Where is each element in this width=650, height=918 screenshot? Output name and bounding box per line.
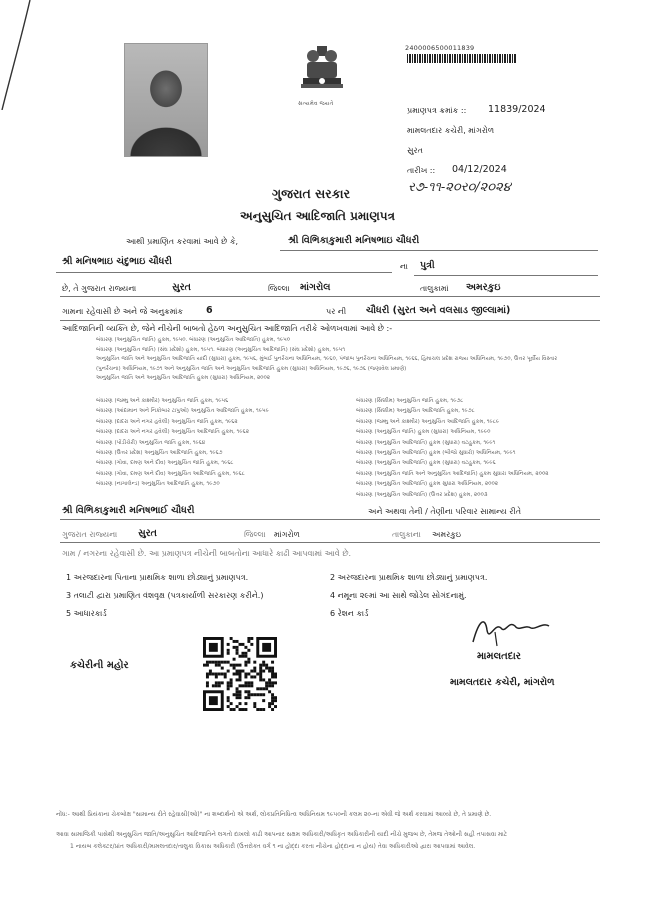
- state-emblem-icon: [293, 42, 351, 104]
- orders-paragraph: [96, 336, 596, 384]
- list-item: બંધારણ (અનુસુચિત આદિજાતિ) હુકમ (સુધારા) વટહુકમ, ૧૯૯૧: [356, 439, 496, 446]
- list-item: બંધારણ (અનુસુચિત જાતિ) હુકમ (સુધારા) અધિનિયમ, ૧૯૯૦: [356, 429, 491, 436]
- taluka-label: તાલુકામાં: [420, 284, 449, 293]
- order-line: અનુસુચિત જાતિ અને અનુસુચિત આદિજાતિ હુકમ (સુધારા) અધિનિયમ, ૨૦૦૨: [96, 375, 271, 382]
- family-taluka-label: તાલુકાના: [392, 530, 421, 539]
- emblem-caption: સત્યમેવ જયતે: [298, 101, 334, 107]
- applicant-name: શ્રી વિભિકાકુમારી મનિષભાઇ ચૌધરી: [288, 235, 420, 246]
- family-name: શ્રી વિભિકાકુમારી મનિષભાઈ ચૌધરી: [62, 505, 195, 516]
- schedule-number: 6: [206, 305, 213, 316]
- handwritten-date: ર૭-૧૧-૨૦ર૦/૨૦૨૪: [408, 180, 511, 195]
- certify-text: આથી પ્રમાણિત કરવામાં આવે છે કે,: [126, 237, 239, 246]
- family-state-label: ગુજરાત રાજ્યના: [62, 530, 118, 539]
- caste: ચૌધરી (સુરત અને વલસાડ જીલ્લામાં): [366, 305, 511, 316]
- list-item: બંધારણ (ગોવા, દમણ અને દીવ) અનુસુચિત આદિજાતિ હુકમ, ૧૯૬૮: [96, 470, 245, 477]
- certificate-serial: 2400006500011839: [405, 44, 475, 52]
- taluka: અમરકુઇ: [466, 282, 501, 293]
- list-item: બંધારણ (ઉત્તર પ્રદેશ) અનુસુચિત આદિજાતિ હુકમ, ૧૯૬૭: [96, 450, 223, 457]
- district-value: સુરત: [172, 282, 191, 293]
- document-item: 6 રેશન કાર્ડ: [330, 609, 369, 618]
- header-district: સુરત: [407, 146, 423, 155]
- list-item: બંધારણ (ગોવા, દમણ અને દીવ) અનુસુચિત જાતિ હુકમ, ૧૯૬૮: [96, 460, 234, 467]
- pencil-mark: [0, 0, 40, 110]
- father-name: શ્રી મનિષભાઇ ચંદુભાઇ ચૌધરી: [62, 256, 172, 267]
- family-closing: ગામ / નગરના રહેવાસી છે. આ પ્રમાણપત્ર નીચેની બાબતોના આધારે કાઢી આપવામાં આવે છે.: [62, 549, 352, 558]
- certificate-title: અનુસુચિત આદિજાતિ પ્રમાણપત્ર: [240, 209, 395, 223]
- orders-left-list: [96, 396, 336, 490]
- document-item: 2 અરજદારના પ્રાથમિક શાળા છોડ્યાનું પ્રમાણપત્ર.: [330, 573, 488, 582]
- document-item: 5 આધારકાર્ડ: [66, 609, 107, 618]
- residence-label: ગામના રહેવાસી છે અને જે અનુક્રમાંક: [62, 307, 184, 316]
- document-item: 1 અરજદારના પિતાના પ્રાથમિક શાળા છોડ્યાનું પ્રમાણપત્ર.: [66, 573, 249, 582]
- certificate-number-label: પ્રમાણપત્ર ક્રમાંક ::: [407, 106, 467, 115]
- header-office: મામલતદાર કચેરી, માંગરોળ: [407, 126, 495, 135]
- state-prefix: છે, તે ગુજરાત રાજ્યના: [62, 284, 137, 293]
- footer-note-1: નોંધ:- આથી પ્રિયંકાના ચેકબોક્ષ "સામાન્ય રીતે રહેવાસી(ઓ)" ના શબ્દાર્થનો એ અર્થ, લોકપ્રતિનિધિત્વ અધિનિયમ ૧૯૫૦ની કલમ ૨૦-ના એવી જે અર્થ કરવામાં આવ્યો છે, તે પ્રમાણે છે.: [56, 811, 492, 818]
- orders-right-list: [356, 396, 600, 500]
- list-item: બંધારણ (સિક્કીમ) અનુસુચિત આદિજાતિ હુકમ, ૧૯૭૮: [356, 408, 475, 415]
- document-item: 3 તલાટી દ્વારા પ્રમાણિત વંશવૃક્ષ (પત્રકાર્યાળી સરકારણ કરીને.): [66, 591, 264, 600]
- list-item: બંધારણ (જમ્મુ અને કાશ્મીર) અનુસુચિત જાતિ હુકમ, ૧૯૫૬: [96, 398, 229, 404]
- relation: પુત્રી: [420, 260, 435, 271]
- family-suffix: અને અથવા તેની / તેણીના પરિવાર સામાન્ય રીતે: [368, 507, 522, 516]
- order-line: બંધારણ (અનુસુચિત જાતિ) હુકમ, ૧૯૫૦. બંધારણ (અનુસુચિત આદિજાતિ) હુકમ, ૧૯૫૦: [96, 337, 291, 343]
- list-item: બંધારણ (અનુસુચિત આદિજાતિ) હુકમ (બીજો સુધારો) અધિનિયમ, ૧૯૯૧: [356, 450, 516, 457]
- list-item: બંધારણ (પોંડીચેરી) અનુસુચિત જાતિ હુકમ, ૧૯૬૪: [96, 439, 206, 446]
- state-title: ગુજરાત સરકાર: [272, 186, 351, 201]
- list-item: બંધારણ (આંદામાન અને નિકોબાર ટાપુઓ) અનુસુચિત આદિજાતિ હુકમ, ૧૯૫૯: [96, 408, 269, 415]
- family-taluka: માંગરોળ: [274, 530, 300, 539]
- tribe-statement: આદિજાતિની વ્યક્તિ છે, જેને નીચેની બાબતો હેઠળ અનુસુચિત આદિજાતિ તરીકે ઓળખવામાં આવે છે :-: [62, 324, 393, 333]
- signatory-office: મામલતદાર કચેરી, માંગરોળ: [450, 677, 555, 688]
- document-item: 4 નમૂના ૨૯માં આ સાથે જોડેલ સોગંદનામું.: [330, 591, 467, 600]
- list-item: બંધારણ (અનુસુચિત આદિજાતિ) (ઉત્તર પ્રદેશ) હુકમ, ૨૦૦૩: [356, 491, 488, 498]
- list-item: બંધારણ (દાદરા અને નગર હવેલી) અનુસુચિત આદિજાતિ હુકમ, ૧૯૬૨: [96, 429, 249, 436]
- footer-note-3: 1 નાયબ કલેક્ટર/પ્રાંત અધિકારી/મામલતદાર/તાલુકા વિકાસ અધિકારી (ઉત્તરોક્ત વર્ગ ૧ ના હોદ્દા કરતા નીચેના હોદ્દાના ન હોય) તેવા અધિકારીઓ દ્વારા આપવામાં આવેલ.: [70, 843, 476, 850]
- signatory-title: મામલતદાર: [477, 651, 521, 662]
- family-district-label: જિલ્લા: [244, 530, 266, 539]
- list-item: બંધારણ (સિક્કીમ) અનુસુચિત જાતિ હુકમ, ૧૯૭૮: [356, 398, 464, 404]
- list-item: બંધારણ (દાદરા અને નગર હવેલી) અનુસુચિત જાતિ હુકમ, ૧૯૬૨: [96, 418, 238, 425]
- officer-signature: [465, 612, 555, 652]
- order-line: અનુસુચિત જાતિ અને અનુસુચિત આદિજાતિ યાદી (સુધારા) હુકમ, ૧૯૫૬, મુંબઈ પુનર્રચના અધિનિયમ, ૧૯૬૦, પંજાબ પુનર્રચના અધિનિયમ, ૧૯૬૬, હિમાચલ પ્રદેશ રાજ્ય અધિનિયમ, ૧૯૭૦, ઉત્તર પૂર્વીય વિસ્તાર: [96, 356, 558, 363]
- list-item: બંધારણ (અનુસુચિત આદિજાતિ) હુકમ સુધારા અધિનિયમ, ૨૦૦૨: [356, 481, 499, 488]
- order-line: (પુનર્રચના) અધિનિયમ, ૧૯૭૧ અને અનુસુચિત જાતિ અને અનુસુચિત આદિજાતિ હુકમ (સુધારા) અધિનિયમ, ૧૯૭૬, ૧૯૭૬ (જણાવેલ પ્રમાણે): [96, 365, 407, 372]
- family-district: સુરત: [138, 528, 157, 539]
- district-label: જિલ્લા: [268, 284, 290, 293]
- applicant-photo: [124, 43, 208, 157]
- order-line: બંધારણ (અનુસુચિત જાતિ) (સંઘ પ્રદેશો) હુકમ, ૧૯૫૧. બંધારણ (અનુસુચિત આદિજાતિ) (સંઘ પ્રદેશો) હુકમ, ૧૯૫૧: [96, 346, 346, 353]
- certificate-number: 11839/2024: [488, 104, 546, 115]
- list-item: બંધારણ (જમ્મુ અને કાશ્મીર) અનુસુચિત આદિજાતિ હુકમ, ૧૯૮૯: [356, 418, 500, 425]
- footer-note-2: આવા સામાજિકી પાસેથી અનુસુચિત જાતિ/અનુસુચિત આદિજાતિને લગતો દાખલો કાઢી આપનાર સક્ષમ અધિકારી/અધિકૃત અધિકારીની યાદી નીચે મુજબ છે, તેમજ તેઓની સહી તપાસવા માટે: [56, 831, 508, 838]
- list-item: બંધારણ (નાગાલેન્ડ) અનુસુચિત આદિજાતિ હુકમ, ૧૯૭૦: [96, 481, 220, 488]
- date-label: તારીખ ::: [407, 166, 436, 175]
- relation-label: ના: [400, 262, 408, 271]
- district-name: માંગરોલ: [300, 282, 331, 293]
- issue-date: 04/12/2024: [452, 164, 507, 175]
- list-item: બંધારણ (અનુસુચિત આદિજાતિ) હુકમ (સુધારા) વટહુકમ, ૧૯૯૬: [356, 460, 496, 467]
- qr-code: [203, 637, 277, 711]
- family-village: અમરકુઇ: [432, 530, 462, 539]
- caste-label: પર ની: [326, 307, 347, 316]
- barcode: [407, 54, 517, 63]
- list-item: બંધારણ (અનુસુચિત જાતિ અને અનુસુચિત આદિજાતિ) હુકમ સુધારા અધિનિયમ, ૨૦૦૨: [356, 470, 549, 477]
- seal-label: કચેરીની મહોર: [70, 660, 129, 671]
